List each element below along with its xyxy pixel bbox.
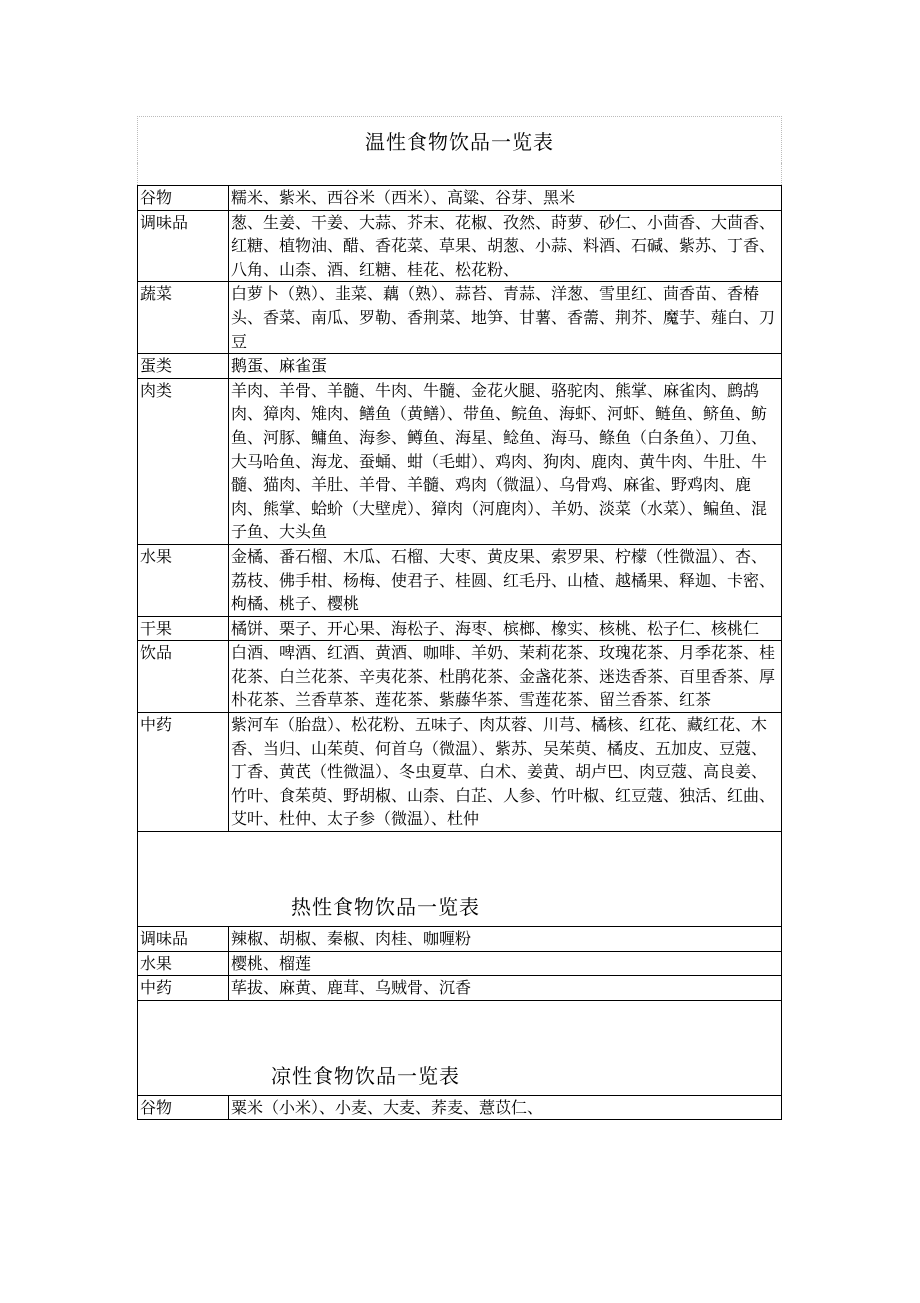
- category-cell: 干果: [138, 616, 229, 641]
- table-row: [138, 210, 782, 282]
- table-row: [138, 976, 782, 1001]
- category-cell: 调味品: [138, 210, 229, 282]
- table-row: [138, 544, 782, 616]
- items-cell: 羊肉、羊骨、羊髓、牛肉、牛髓、金花火腿、骆驼肉、熊掌、麻雀肉、鹧鸪肉、獐肉、雉肉、鳝鱼（黄鳝）、带鱼、鲩鱼、海虾、河虾、鲢鱼、鲚鱼、鲂鱼、河豚、鳙鱼、海参、鳟鱼、海星、鲶鱼、海马、鲦鱼（白条鱼）、刀鱼、大马哈鱼、海龙、蚕蛹、蚶（毛蚶）、鸡肉、狗肉、鹿肉、黄牛肉、牛肚、牛髓、猫肉、羊肚、羊骨、羊髓、鸡肉（微温）、乌骨鸡、麻雀、野鸡肉、鹿肉、熊掌、蛤蚧（大壁虎）、獐肉（河鹿肉）、羊奶、淡菜（水菜）、鳊鱼、混子鱼、大头鱼: [229, 378, 782, 544]
- table-row: [138, 927, 782, 952]
- items-cell: 辣椒、胡椒、秦椒、肉桂、咖喱粉: [229, 927, 782, 952]
- category-cell: 谷物: [138, 1095, 229, 1120]
- table-row: [138, 378, 782, 544]
- items-cell: 樱桃、榴莲: [229, 951, 782, 976]
- hot-section-head: [137, 832, 782, 926]
- items-cell: 白酒、啤酒、红酒、黄酒、咖啡、羊奶、茉莉花茶、玫瑰花茶、月季花茶、桂花茶、白兰花茶、辛夷花茶、杜鹃花茶、金盏花茶、迷迭香茶、百里香茶、厚朴花茶、兰香草茶、莲花茶、紫藤华茶、雪莲花茶、留兰香茶、红茶: [229, 641, 782, 713]
- items-cell: 橘饼、栗子、开心果、海松子、海枣、槟榔、橡实、核桃、松子仁、核桃仁: [229, 616, 782, 641]
- category-cell: 中药: [138, 976, 229, 1001]
- warm-food-table: [137, 185, 782, 832]
- cool-food-table: [137, 1095, 782, 1121]
- items-cell: 金橘、番石榴、木瓜、石榴、大枣、黄皮果、索罗果、柠檬（性微温）、杏、荔枝、佛手柑、杨梅、使君子、桂圆、红毛丹、山楂、越橘果、释迦、卡密、枸橘、桃子、樱桃: [229, 544, 782, 616]
- category-cell: 肉类: [138, 378, 229, 544]
- category-cell: 水果: [138, 951, 229, 976]
- items-cell: 白萝卜（熟）、韭菜、藕（熟）、蒜苔、青蒜、洋葱、雪里红、茴香苗、香椿头、香菜、南瓜、罗勒、香荆菜、地笋、甘薯、香薷、荆芥、魔芋、薤白、刀豆: [229, 282, 782, 354]
- title-gap: [137, 163, 782, 185]
- category-cell: 蛋类: [138, 354, 229, 379]
- items-cell: 葱、生姜、干姜、大蒜、芥末、花椒、孜然、莳萝、砂仁、小茴香、大茴香、红糖、植物油、醋、香花菜、草果、胡葱、小蒜、料酒、石碱、紫苏、丁香、八角、山柰、酒、红糖、桂花、松花粉、: [229, 210, 782, 282]
- category-cell: 饮品: [138, 641, 229, 713]
- category-cell: 调味品: [138, 927, 229, 952]
- table-row: [138, 951, 782, 976]
- hot-table-title: 热性食物饮品一览表: [291, 895, 480, 920]
- table-row: [138, 354, 782, 379]
- table-row: [138, 616, 782, 641]
- document-sheet: [137, 116, 782, 1120]
- items-cell: 鹅蛋、麻雀蛋: [229, 354, 782, 379]
- cool-section-head: [137, 1001, 782, 1095]
- category-cell: 水果: [138, 544, 229, 616]
- category-cell: 蔬菜: [138, 282, 229, 354]
- items-cell: 粟米（小米）、小麦、大麦、荞麦、薏苡仁、: [229, 1095, 782, 1120]
- items-cell: 糯米、紫米、西谷米（西米）、高粱、谷芽、黑米: [229, 186, 782, 211]
- items-cell: 荜拔、麻黄、鹿茸、乌贼骨、沉香: [229, 976, 782, 1001]
- items-cell: 紫河车（胎盘）、松花粉、五味子、肉苁蓉、川芎、橘核、红花、藏红花、木香、当归、山茱萸、何首乌（微温）、紫苏、吴茱萸、橘皮、五加皮、豆蔻、丁香、黄芪（性微温）、冬虫夏草、白术、姜黄、胡卢巴、肉豆蔻、高良姜、竹叶、食茱萸、野胡椒、山柰、白芷、人参、竹叶椒、红豆蔻、独活、红曲、艾叶、杜仲、太子参（微温）、杜仲: [229, 713, 782, 832]
- category-cell: 谷物: [138, 186, 229, 211]
- warm-table-title: 温性食物饮品一览表: [365, 129, 554, 154]
- hot-food-table: [137, 926, 782, 1001]
- cool-table-title: 凉性食物饮品一览表: [271, 1063, 460, 1088]
- table-row: [138, 713, 782, 832]
- table-row: [138, 186, 782, 211]
- table-row: [138, 1095, 782, 1120]
- table-row: [138, 641, 782, 713]
- table-row: [138, 282, 782, 354]
- category-cell: 中药: [138, 713, 229, 832]
- warm-title-box: [137, 116, 782, 163]
